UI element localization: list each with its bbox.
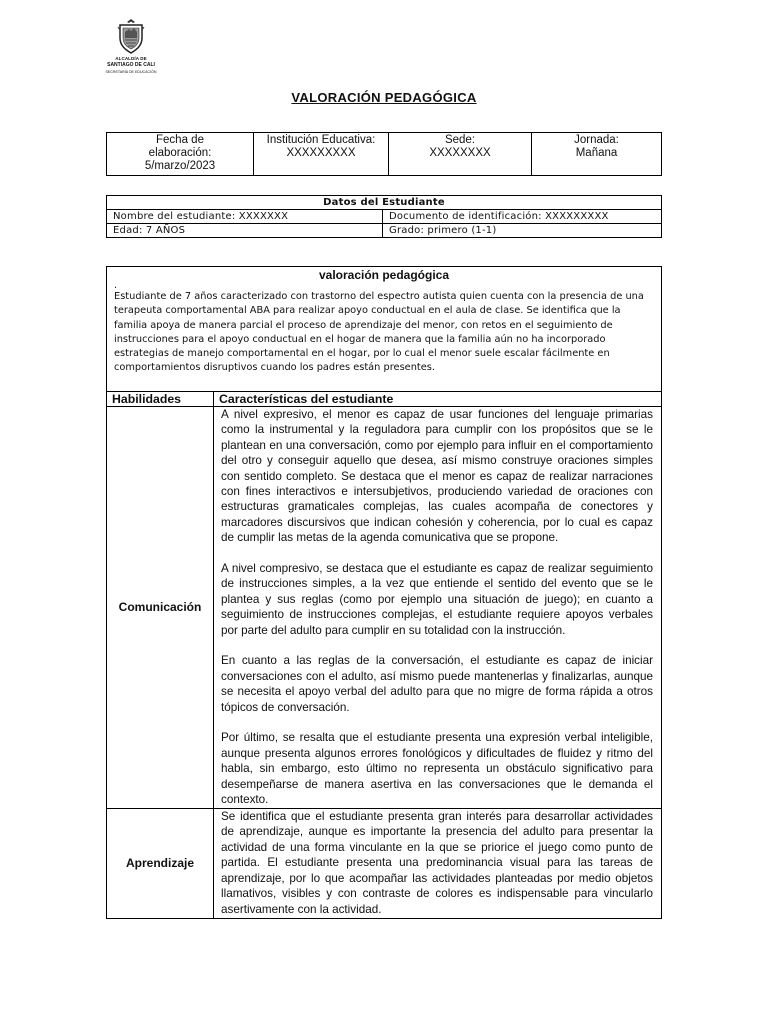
assessment-summary: Estudiante de 7 años caracterizado con trastorno del espectro autista quien cuenta con la presencia de una terapeuta comportamental ABA para realizar apoyo conductual en el aula de clase. Se identifica que la familia apoya de manera parcial el proceso de aprendizaje del menor, con retos en el seguimiento de instrucciones para el apoyo conductual en el hogar de manera que la familia aún no ha incorporado estrategias de manejo comportamental en el hogar, por lo cual el menor suele escalar fácilmente en comportamientos disruptivos cuando los padres están presentes.: [114, 291, 644, 374]
student-data-header: Datos del Estudiante: [107, 196, 662, 210]
skill-aprendizaje-description: [214, 808, 662, 918]
assessment-table: [106, 266, 662, 919]
student-document: Documento de identificación: XXXXXXXXX: [383, 210, 662, 224]
column-header-habilidades: Habilidades: [107, 392, 214, 407]
institution-logo: [100, 18, 162, 74]
assessment-dot: .: [114, 280, 118, 292]
coat-of-arms-icon: [116, 18, 146, 54]
skill-comunicacion-description: [214, 407, 662, 809]
logo-line-3: SECRETARÍA DE EDUCACIÓN: [105, 70, 157, 74]
sede-cell: [389, 133, 532, 176]
jornada-cell: [532, 133, 662, 176]
student-name: Nombre del estudiante: XXXXXXX: [107, 210, 383, 224]
jornada-label: Jornada:: [574, 134, 619, 146]
institucion-label: Institución Educativa:: [266, 134, 376, 146]
jornada-value: Mañana: [575, 147, 618, 159]
info-table: [106, 132, 662, 176]
sede-value: XXXXXXXX: [429, 147, 491, 159]
fecha-cell: [107, 133, 254, 176]
skill-aprendizaje: Aprendizaje: [107, 808, 214, 918]
student-data-table: [106, 195, 662, 238]
fecha-label: Fecha de elaboración:: [148, 134, 212, 159]
logo-line-1: ALCALDÍA DE: [115, 56, 147, 61]
student-age: Edad: 7 AÑOS: [107, 224, 383, 238]
document-title: VALORACIÓN PEDAGÓGICA: [291, 90, 477, 105]
column-header-caracteristicas: Características del estudiante: [214, 392, 662, 407]
comunicacion-paragraph: En cuanto a las reglas de la conversación, el estudiante es capaz de iniciar conversaciones con el adulto, así mismo puede mantenerlas y finalizarlas, aunque se necesita el apoyo verbal del adulto para que no migre de forma rápida a otros tópicos de conversación.: [221, 654, 653, 714]
comunicacion-paragraph: Por último, se resalta que el estudiante presenta una expresión verbal inteligible, aunque presenta algunos errores fonológicos y dificultades de fluidez y ritmo del habla, sin embargo, esto último no representa un obstáculo significativo para desempeñarse de manera asertiva en las conversaciones que le demanda el contexto.: [221, 731, 653, 807]
assessment-summary-cell: [107, 267, 662, 392]
student-grade: Grado: primero (1-1): [383, 224, 662, 238]
skill-comunicacion: Comunicación: [107, 407, 214, 809]
comunicacion-paragraph: A nivel expresivo, el menor es capaz de usar funciones del lenguaje primarias como la instrumental y la reguladora para cumplir con los propósitos que se le plantean en una conversación, como por ejemplo para influir en el comportamiento del otro y conseguir aquello que desea, así mismo construye oraciones simples con sentido completo. Se destaca que el menor es capaz de realizar narraciones con fines interactivos e intersubjetivos, produciendo variedad de oraciones con estructuras gramaticales complejas, las cuales acompaña de conectores y marcadores discursivos que indican cohesión y coherencia, por lo cual es capaz de cumplir las metas de la agenda comunicativa que se propone.: [221, 408, 653, 545]
comunicacion-paragraph: A nivel compresivo, se destaca que el estudiante es capaz de realizar seguimiento de instrucciones simples, a la vez que entiende el sentido del evento que se le plantea y sus reglas (como por ejemplo una situación de juego); en cuanto a seguimiento de instrucciones complejas, el estudiante requiere apoyos verbales por parte del adulto para cumplir en su totalidad con la instrucción.: [221, 562, 653, 637]
institucion-cell: [254, 133, 389, 176]
fecha-value: 5/marzo/2023: [144, 160, 216, 172]
logo-line-2: SANTIAGO DE CALI: [107, 62, 155, 68]
institucion-value: XXXXXXXXX: [286, 147, 356, 159]
aprendizaje-paragraph: Se identifica que el estudiante presenta gran interés para desarrollar actividades de aprendizaje, aunque es importante la presencia del adulto para presentar la actividad de una forma vinculante en la que se priorice el juego como punto de partida. El estudiante presenta una predominancia visual para las tareas de aprendizaje, por lo que acompañar las actividades planteadas por medio objetos llamativos, visibles y con contraste de colores es indispensable para vincularlo asertivamente con la actividad.: [221, 809, 653, 917]
assessment-title: valoración pedagógica: [318, 268, 450, 282]
sede-label: Sede:: [444, 134, 476, 146]
